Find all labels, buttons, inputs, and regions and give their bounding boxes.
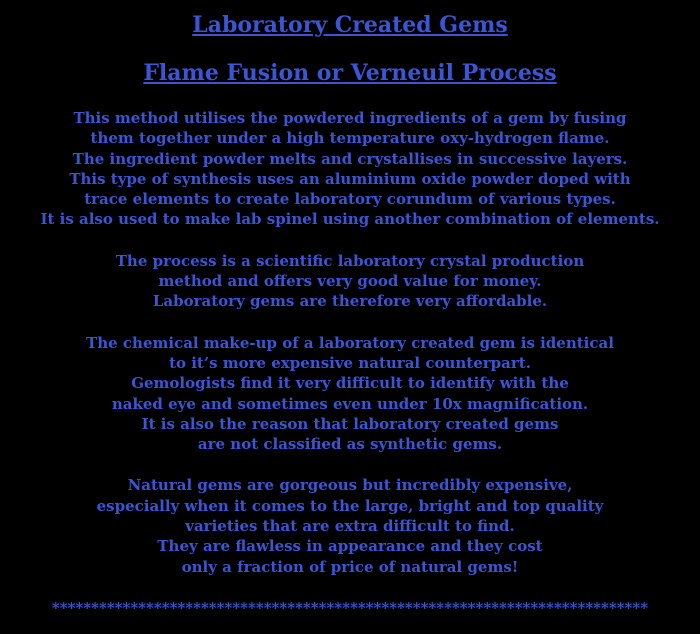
section-subtitle: Flame Fusion or Verneuil Process (143, 60, 557, 86)
paragraph-chemistry (0, 333, 700, 455)
text-line: This method utilises the powdered ingredients of a gem by fusing (73, 109, 627, 127)
text-line: This type of synthesis uses an aluminium oxide powder doped with (69, 169, 631, 188)
paragraph-method (0, 108, 700, 230)
text-line: are not classified as synthetic gems. (197, 435, 503, 454)
text-line: The ingredient powder melts and crystallises in successive layers. (72, 149, 628, 168)
paragraph-natural-gems (0, 475, 700, 576)
text-line: them together under a high temperature oxy-hydrogen flame. (90, 129, 610, 148)
text-line: Natural gems are gorgeous but incredibly expensive, (127, 476, 573, 495)
paragraph-value (0, 251, 700, 312)
text-line: varieties that are extra difficult to find. (185, 517, 515, 536)
text-line: especially when it comes to the large, bright and top quality (96, 496, 604, 515)
text-line: The chemical make-up of a laboratory created gem is identical (86, 333, 614, 352)
text-line: naked eye and sometimes even under 10x magnification. (111, 394, 589, 413)
text-line: Gemologists find it very difficult to identify with the (131, 374, 569, 393)
text-line: only a fraction of price of natural gems! (181, 557, 519, 576)
page-title: Laboratory Created Gems (192, 12, 508, 38)
text-line: They are flawless in appearance and they cost (157, 537, 543, 556)
text-line: It is also used to make lab spinel using another combination of elements. (40, 210, 660, 229)
star-divider: **************************************************************************** (51, 598, 649, 617)
text-line: The process is a scientific laboratory crystal production (115, 251, 585, 270)
text-line: Laboratory gems are therefore very affordable. (152, 292, 548, 311)
text-line: method and offers very good value for money. (158, 272, 542, 291)
text-line: trace elements to create laboratory corundum of various types. (84, 190, 616, 209)
text-line: It is also the reason that laboratory created gems (141, 414, 559, 433)
text-line: to it’s more expensive natural counterpart. (169, 353, 531, 372)
